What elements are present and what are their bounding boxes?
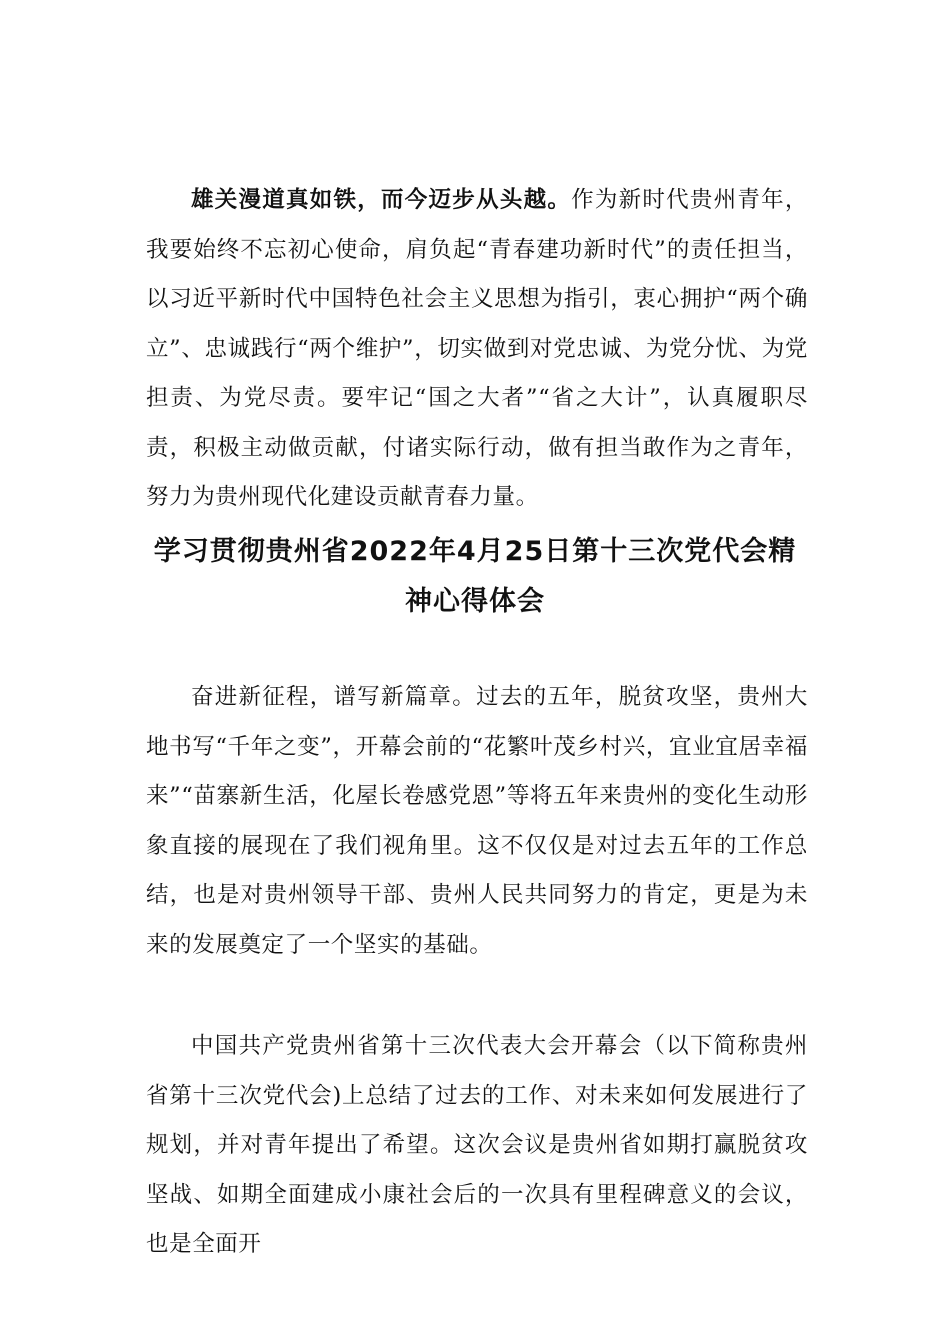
paragraph-body-text: 作为新时代贵州青年，我要始终不忘初心使命，肩负起“青春建功新时代”的责任担当，以习近平新时代中国特色社会主义思想为指引，衷心拥护“两个确立”、忠诚践行“两个维护”，切实做到对党忠诚、为党分忧、为党担责、为党尽责。要牢记“国之大者”“省之大计”，认真履职尽责，积极主动做贡献，付诸实际行动，做有担当敢作为之青年，努力为贵州现代化建设贡献青春力量。 [146,187,808,510]
section-title-line-1: 学习贯彻贵州省2022年4月25日第十三次党代会精 [153,536,797,567]
section-title-line-2: 神心得体会 [405,586,545,617]
paragraph-congress-summary: 中国共产党贵州省第十三次代表大会开幕会（以下简称贵州省第十三次党代会)上总结了过去的工作、对未来如何发展进行了规划，并对青年提出了希望。这次会议是贵州省如期打赢脱贫攻坚战、如期全面建成小康社会后的一次具有里程碑意义的会议，也是全面开 [146,1033,808,1257]
paragraph-youth-commitment [146,176,808,523]
section-title [120,527,830,627]
paragraph-lead-sentence: 雄关漫道真如铁，而今迈步从头越。 [191,187,572,213]
paragraph-new-journey: 奋进新征程，谱写新篇章。过去的五年，脱贫攻坚，贵州大地书写“千年之变”，开幕会前的“花繁叶茂乡村兴，宜业宜居幸福来”“苗寨新生活，化屋长卷感党恩”等将五年来贵州的变化生动形象直接的展现在了我们视角里。这不仅仅是对过去五年的工作总结，也是对贵州领导干部、贵州人民共同努力的肯定，更是为未来的发展奠定了一个坚实的基础。 [146,684,808,958]
